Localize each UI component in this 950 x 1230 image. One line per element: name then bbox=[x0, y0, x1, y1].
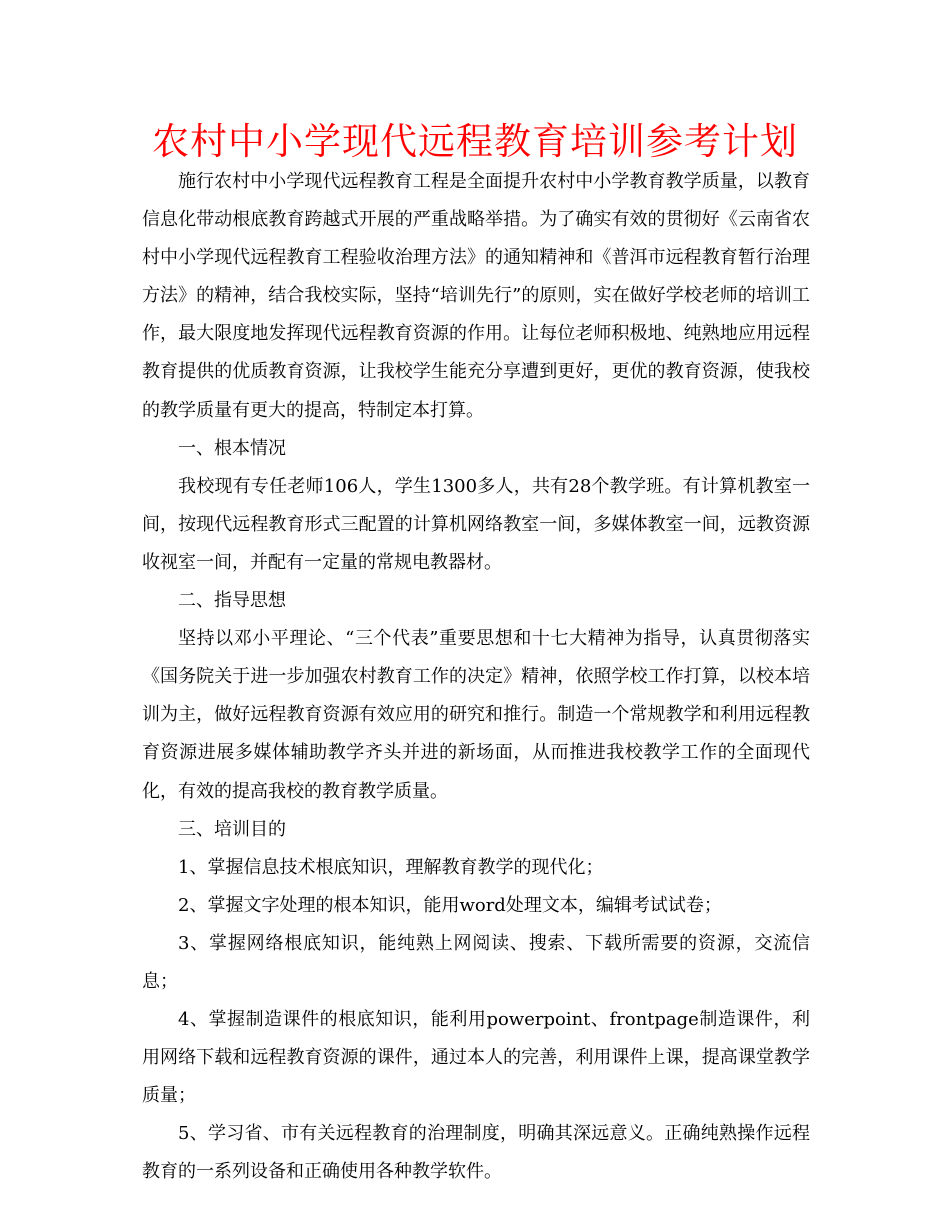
heading-training-goals: 三、培训目的 bbox=[178, 818, 286, 840]
list-item-goal-2: 2、掌握文字处理的根本知识，能用word处理文本，编辑考试试卷； bbox=[178, 894, 722, 916]
document-title: 农村中小学现代远程教育培训参考计划 bbox=[152, 120, 798, 163]
heading-basic-situation: 一、根本情况 bbox=[178, 437, 286, 459]
list-item-goal-4: 4、掌握制造课件的根底知识，能利用powerpoint、frontpage制造课件，利用网络下载和远程教育资源的课件，通过本人的完善，利用课件上课，提高课堂教学质量； bbox=[142, 1009, 810, 1107]
paragraph-guiding-ideology: 坚持以邓小平理论、“三个代表”重要思想和十七大精神为指导，认真贯彻落实《国务院关于进一步加强农村教育工作的决定》精神，依照学校工作打算，以校本培训为主，做好远程教育资源有效应用的研究和推行。制造一个常规教学和利用远程教育资源进展多媒体辅助教学齐头并进的新场面，从而推进我校教学工作的全面现代化，有效的提高我校的教育教学质量。 bbox=[142, 628, 810, 802]
paragraph-basic-situation: 我校现有专任老师106人，学生1300多人，共有28个教学班。有计算机教室一间，按现代远程教育形式三配置的计算机网络教室一间，多媒体教室一间，远教资源收视室一间，并配有一定量的常规电教器材。 bbox=[142, 475, 810, 573]
list-item-goal-5: 5、学习省、市有关远程教育的治理制度，明确其深远意义。正确纯熟操作远程教育的一系列设备和正确使用各种教学软件。 bbox=[142, 1123, 810, 1183]
heading-guiding-ideology: 二、指导思想 bbox=[178, 590, 286, 612]
list-item-goal-3: 3、掌握网络根底知识，能纯熟上网阅读、搜索、下载所需要的资源，交流信息； bbox=[142, 932, 810, 992]
paragraph-intro: 施行农村中小学现代远程教育工程是全面提升农村中小学教育教学质量，以教育信息化带动根底教育跨越式开展的严重战略举措。为了确实有效的贯彻好《云南省农村中小学现代远程教育工程验收治理方法》的通知精神和《普洱市远程教育暂行治理方法》的精神，结合我校实际，坚持“培训先行”的原则，实在做好学校老师的培训工作，最大限度地发挥现代远程教育资源的作用。让每位老师积极地、纯熟地应用远程教育提供的优质教育资源，让我校学生能充分享遭到更好，更优的教育资源，使我校的教学质量有更大的提高，特制定本打算。 bbox=[142, 171, 810, 421]
document-body bbox=[142, 163, 810, 1192]
list-item-goal-1: 1、掌握信息技术根底知识，理解教育教学的现代化； bbox=[178, 856, 604, 878]
